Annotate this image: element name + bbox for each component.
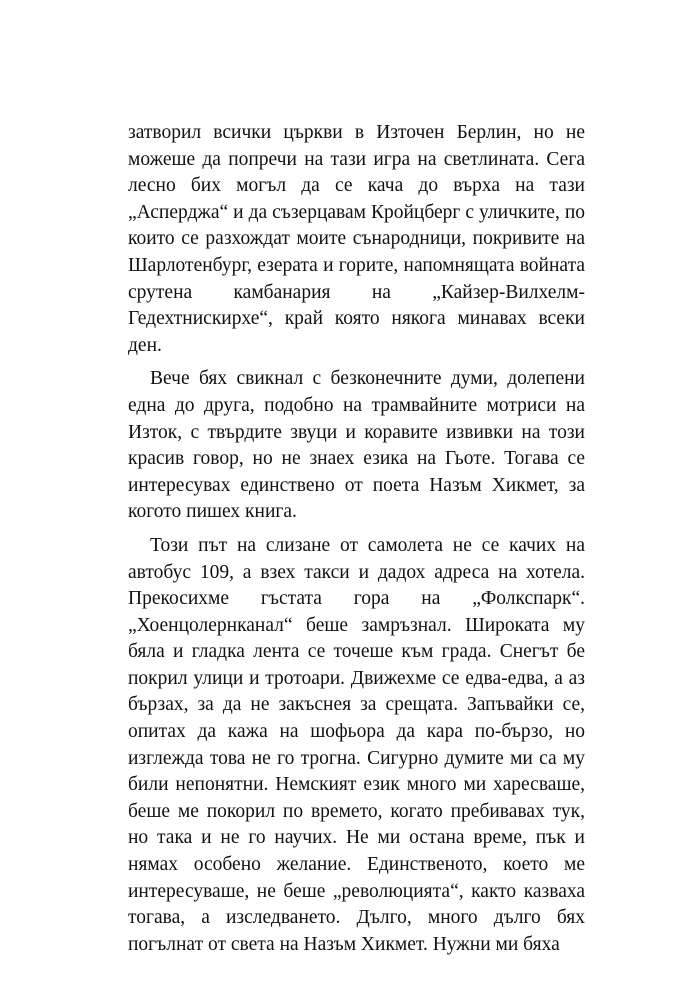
paragraph: Вече бях свикнал с безконечните думи, долепени една до друга, подобно на трамвайните мотриси на Изток, с твърдите звуци и коравите извивки на този красив говор, но не знаех езика на Гьоте. Тогава се интересувах единствено от поета Назъм Хикмет, за когото пишех книга. xyxy=(128,368,585,523)
paragraph-continued: затворил всички църкви в Източен Берлин, но не можеше да попречи на тази игра на светлината. Сега лесно бих могъл да се кача до върха на тази „Асперджа“ и да съзерцавам Кройцберг с уличките, по които се разхождат моите сънародници, покривите на Шарлотенбург, езерата и горите, напомнящата войната срутена камбанария на „Кайзер-Вилхелм-Гедехтнискирхе“, край която някога минавах всеки ден. xyxy=(128,122,585,356)
paragraph: Този път на слизане от самолета не се качих на автобус 109, а взех такси и дадох адреса на хотела. Прекосихме гъстата гора на „Фолкспарк“. „Хоенцолернканал“ беше замръзнал. Широката му бяла и гладка лента се точеше към града. Снегът бе покрил улици и тротоари. Движехме се едва-едва, а аз бързах, за да не закъснея за срещата. Запъвайки се, опитах да кажа на шофьора да кара по-бързо, но изглежда това не го трогна. Сигурно думите ми са му били непонятни. Немският език много ми харесваше, беше ме покорил по времето, когато пребивавах тук, но така и не го научих. Не ми остана време, пък и нямах особено желание. Единственото, което ме интересуваше, не беше „революцията“, както казваха тогава, а изследването. Дълго, много дълго бях погълнат от света на Назъм Хикмет. Нужни ми бяха xyxy=(128,534,585,955)
page-body-text xyxy=(128,120,585,958)
